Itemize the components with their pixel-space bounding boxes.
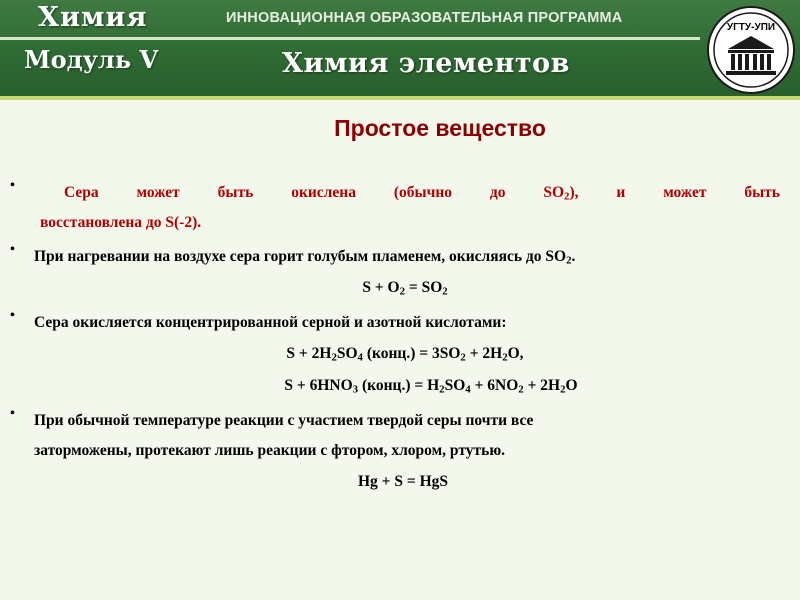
bullet-4-line-1: При обычной температуре реакции с участием твердой серы почти все [34,412,534,429]
equation-3: $S + 6HNO_3$ (конц.) = $H_2SO_4 + 6NO_2 + 2H_2O$ [284,377,578,396]
logo-text: УГТУ-УПИ [726,22,776,33]
bullet-4 [10,406,780,466]
bullet-1-line-2: восстановлена до S(-2). [40,214,202,231]
bullet-2-text: При нагревании на воздухе сера горит голубым пламенем, окисляясь до $SO_2$. [34,248,576,267]
bullet-4-line-2: заторможены, протекают лишь реакции с фтором, хлором, ртутью. [34,442,506,459]
bullet-icon: • [10,178,15,193]
header-banner [0,0,800,97]
equation-2: $S + 2H_2SO_4$ (конц.) = $3SO_2 + 2H_2O$, [286,345,524,364]
bullet-2 [10,242,780,272]
slide-content [10,178,780,498]
bullet-3 [10,308,780,338]
bullet-icon: • [10,406,15,421]
header-accent-line [0,96,800,100]
course-title: Химия [38,2,148,33]
program-title: ИННОВАЦИОННАЯ ОБРАЗОВАТЕЛЬНАЯ ПРОГРАММА [226,10,623,26]
slide-title: Простое вещество [334,115,546,141]
bullet-icon: • [10,242,15,257]
equation-1: $S + O_2 = SO_2$ [362,279,448,298]
bullet-icon: • [10,308,15,323]
header-divider [0,37,700,40]
section-title: Химия элементов [282,48,570,79]
bullet-1-line-1: Сера может быть окислена (обычно до $SO_2$), и может быть [64,184,780,203]
university-logo-icon [706,5,796,95]
bullet-3-text: Сера окисляется концентрированной серной и азотной кислотами: [34,314,507,331]
bullet-1 [10,178,780,238]
module-label: Модуль V [24,45,159,74]
equation-4: Hg + S = HgS [357,473,449,490]
